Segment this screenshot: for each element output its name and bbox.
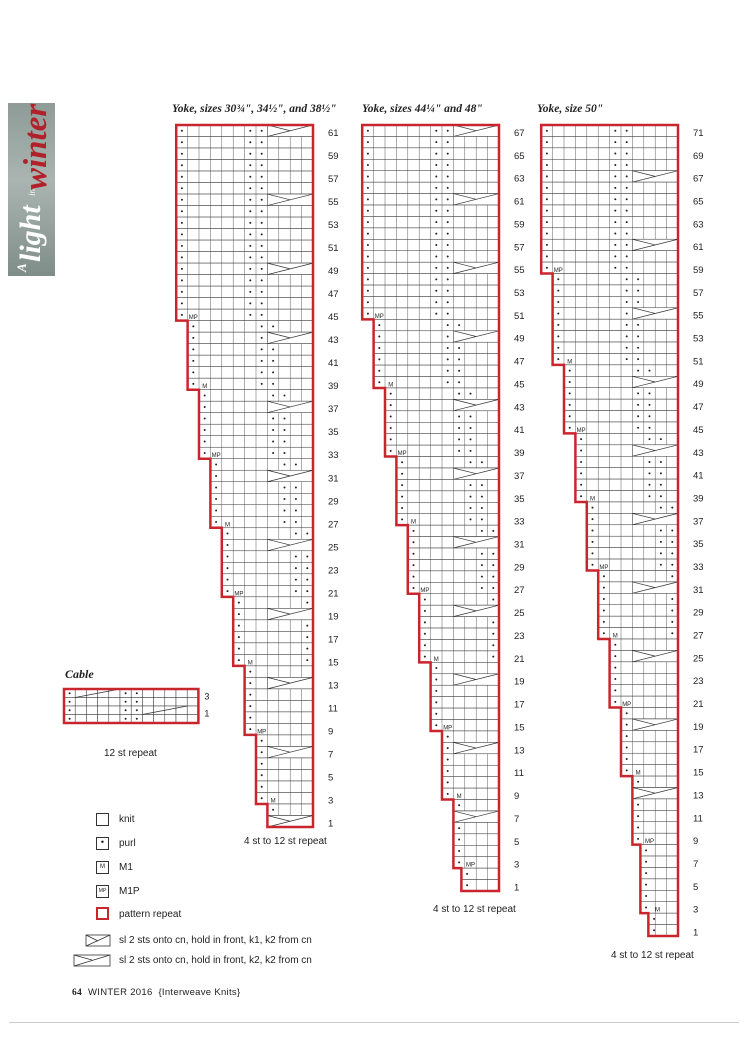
row-label: 7 [693,858,699,870]
increase-mark: MP [374,313,384,320]
cable-k2-icon [74,955,110,966]
row-label: 55 [693,310,704,322]
row-label: 69 [693,150,704,162]
increase-mark: MP [188,315,198,322]
row-label: 59 [328,151,339,163]
chart-title-yoke-1: Yoke, sizes 30¾", 34½", and 38½" [172,103,337,115]
legend-m1-label: M1 [119,862,133,873]
row-label: 63 [514,173,525,185]
increase-mark: M [202,384,208,391]
increase-mark: MP [645,839,654,846]
row-label: 31 [514,539,525,551]
row-label: 51 [328,243,339,255]
chart-title-yoke-2: Yoke, sizes 44¼" and 48" [362,103,483,115]
increase-mark: M [270,798,276,805]
legend-m1p-swatch: MP [96,885,109,898]
row-label: 57 [693,287,704,299]
chart-caption-yoke-2: 4 st to 12 st repeat [433,904,516,915]
row-label: 53 [693,333,704,345]
row-label: 25 [328,542,339,554]
row-label: 37 [514,470,525,482]
row-label: 49 [328,266,339,278]
row-label: 13 [693,790,704,802]
row-label: 37 [693,516,704,528]
row-label: 35 [328,427,339,439]
row-label: 65 [514,150,525,162]
cable-row-label: 3 [204,691,210,702]
chart-title-cable: Cable [65,667,94,681]
row-label: 29 [514,562,525,574]
row-label: 23 [693,676,704,688]
chart-caption-yoke-3: 4 st to 12 st repeat [611,950,694,961]
row-label: 61 [693,242,704,254]
row-label: 53 [328,220,339,232]
increase-mark: MP [553,267,563,274]
row-label: 45 [693,424,704,436]
increase-mark: M [388,382,394,389]
row-label: 53 [514,287,525,299]
row-label: 31 [693,584,704,596]
increase-mark: M [225,522,230,529]
row-label: 27 [328,519,339,531]
row-label: 71 [693,127,704,139]
row-label: 15 [328,657,339,669]
row-label: 15 [514,722,525,734]
increase-mark: MP [466,862,475,869]
purl-dot-icon: • [100,837,105,847]
row-label: 35 [514,493,525,505]
row-label: 9 [514,791,520,803]
row-label: 33 [514,516,525,528]
row-label: 3 [328,795,334,807]
increase-mark: MP [211,453,221,460]
row-label: 7 [514,813,520,825]
row-label: 41 [328,358,339,370]
row-label: 15 [693,767,704,779]
row-label: 21 [693,699,704,711]
row-label: 43 [514,402,525,414]
increase-mark: MP [397,451,407,458]
row-label: 39 [328,381,339,393]
increase-mark: M [590,496,595,503]
row-label: 39 [514,448,525,460]
footer-issue: WINTER 2016 [88,987,153,998]
row-label: 63 [693,219,704,231]
increase-mark: MP [420,588,430,595]
row-label: 65 [693,196,704,208]
chart-title-yoke-3: Yoke, size 50" [537,103,604,115]
row-label: 3 [514,859,520,871]
side-tab-a: A [14,263,29,272]
row-label: 47 [514,356,525,368]
increase-mark: MP [576,427,586,434]
cable-k1-icon [86,935,110,946]
row-label: 51 [514,310,525,322]
row-label: 55 [514,265,525,277]
cable-row-label: 1 [204,708,210,719]
increase-mark: M [411,519,416,526]
row-label: 27 [693,630,704,642]
row-label: 19 [514,676,525,688]
row-label: 47 [693,402,704,414]
row-label: 67 [514,127,525,139]
legend-m1-swatch: M [96,861,109,874]
row-label: 45 [328,312,339,324]
row-label: 27 [514,585,525,597]
row-label: 51 [693,356,704,368]
row-label: 1 [328,818,334,830]
row-label: 9 [693,836,699,848]
increase-mark: M [567,359,573,366]
row-label: 29 [328,496,339,508]
row-label: 31 [328,473,339,485]
row-label: 5 [693,881,699,893]
row-label: 7 [328,749,334,761]
row-label: 3 [693,904,699,916]
increase-mark: MP [599,564,609,571]
row-label: 61 [514,196,525,208]
legend-cable-k2-label: sl 2 sts onto cn, hold in front, k2, k2 from cn [119,955,312,966]
chart-caption-cable: 12 st repeat [104,748,157,759]
row-label: 57 [514,242,525,254]
row-label: 39 [693,493,704,505]
footer-rule [9,1022,739,1023]
increase-mark: M [635,770,641,777]
row-label: 17 [328,634,339,646]
row-label: 23 [514,630,525,642]
row-label: 57 [328,174,339,186]
increase-mark: M [247,660,253,667]
row-label: 41 [693,470,704,482]
side-tab-in: in [27,188,37,196]
legend-cable-k1-label: sl 2 sts onto cn, hold in front, k1, k2 from cn [119,935,312,946]
row-label: 49 [693,379,704,391]
row-label: 5 [328,772,334,784]
row-label: 19 [693,721,704,733]
row-label: 23 [328,565,339,577]
increase-mark: MP [234,591,244,598]
row-label: 37 [328,404,339,416]
increase-mark: MP [622,702,632,709]
footer-publication: {Interweave Knits} [158,987,241,998]
row-label: 59 [693,264,704,276]
legend-m1p-label: M1P [119,886,140,897]
increase-mark: M [433,656,439,663]
row-label: 61 [328,128,339,140]
row-label: 11 [514,768,524,780]
row-label: 5 [514,836,520,848]
increase-mark: M [612,633,618,640]
row-label: 25 [514,608,525,620]
side-tab-light: light [14,205,47,262]
row-label: 43 [328,335,339,347]
row-label: 29 [693,607,704,619]
row-label: 33 [693,561,704,573]
row-label: 19 [328,611,339,623]
increase-mark: M [654,907,660,914]
row-label: 47 [328,289,339,301]
row-label: 55 [328,197,339,209]
increase-mark: MP [443,725,453,732]
row-label: 21 [328,588,339,600]
row-label: 13 [514,745,525,757]
row-label: 49 [514,333,525,345]
row-label: 17 [514,699,525,711]
side-tab-winter: winter [18,103,54,190]
row-label: 59 [514,219,525,231]
footer-page-number: 64 [72,988,83,998]
row-label: 45 [514,379,525,391]
row-label: 11 [693,813,703,825]
page-footer [72,987,240,998]
increase-mark: MP [257,729,267,736]
legend-knit-label: knit [119,814,135,825]
row-label: 11 [328,703,338,715]
row-label: 25 [693,653,704,665]
row-label: 67 [693,173,704,185]
row-label: 33 [328,450,339,462]
increase-mark: M [456,794,462,801]
row-label: 41 [514,425,525,437]
row-label: 1 [514,882,520,894]
row-label: 9 [328,726,334,738]
row-label: 17 [693,744,704,756]
row-label: 43 [693,447,704,459]
chart-caption-yoke-1: 4 st to 12 st repeat [244,836,327,847]
legend-repeat-label: pattern repeat [119,909,182,920]
legend-purl-label: purl [119,838,136,849]
row-label: 13 [328,680,339,692]
row-label: 21 [514,653,525,665]
row-label: 35 [693,539,704,551]
row-label: 1 [693,927,699,939]
